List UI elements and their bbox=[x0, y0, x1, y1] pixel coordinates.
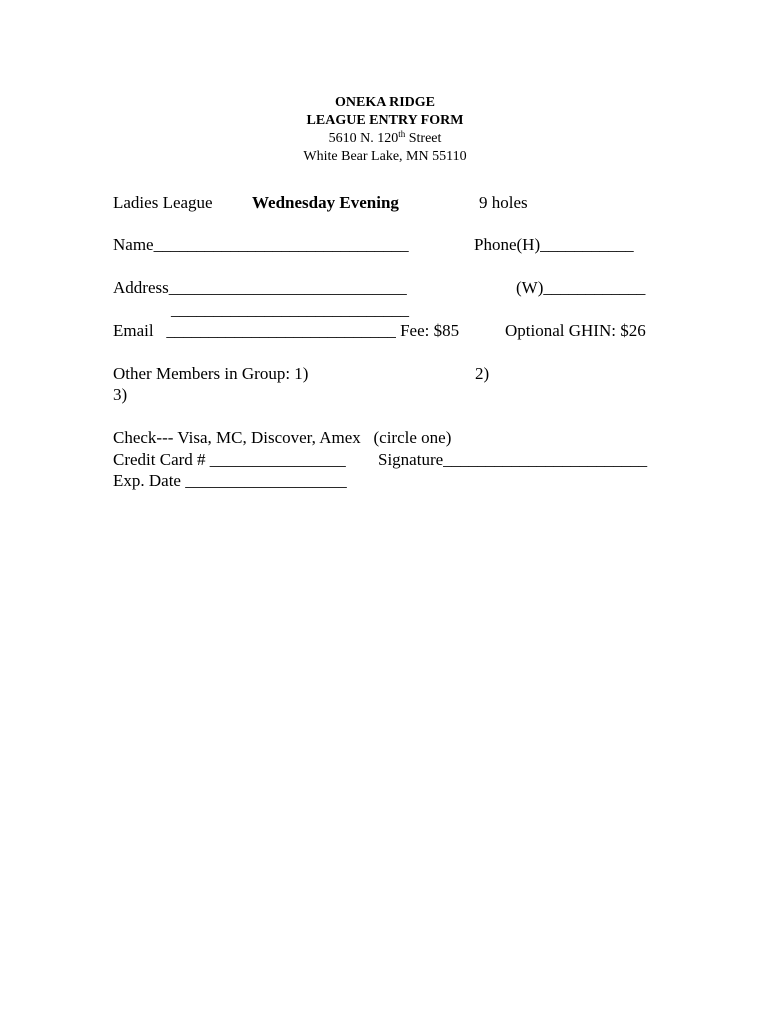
exp-date-field[interactable]: Exp. Date ___________________ bbox=[113, 471, 347, 490]
league-holes: 9 holes bbox=[479, 193, 528, 212]
street-address bbox=[0, 130, 770, 148]
league-name: Ladies League bbox=[113, 193, 213, 212]
club-name: ONEKA RIDGE bbox=[335, 95, 435, 110]
credit-card-field[interactable]: Credit Card # ________________ bbox=[113, 450, 346, 469]
city-line: White Bear Lake, MN 55110 bbox=[303, 149, 467, 164]
form-title: LEAGUE ENTRY FORM bbox=[306, 113, 464, 128]
payment-methods[interactable]: Check--- Visa, MC, Discover, Amex (circle one) bbox=[113, 428, 452, 447]
work-phone-field[interactable]: (W)____________ bbox=[516, 278, 646, 297]
name-field[interactable]: Name______________________________ bbox=[113, 235, 409, 254]
street-address-prefix: 5610 N. 120 bbox=[328, 131, 399, 146]
street-address-ordinal: th bbox=[398, 129, 406, 139]
member-3-field[interactable]: 3) bbox=[113, 385, 128, 404]
member-2-field[interactable]: 2) bbox=[475, 364, 490, 383]
ghin-fee: Optional GHIN: $26 bbox=[505, 321, 646, 340]
other-members-label: Other Members in Group: 1) bbox=[113, 364, 309, 383]
signature-field[interactable]: Signature________________________ bbox=[378, 450, 648, 469]
form-header bbox=[0, 94, 770, 166]
address-field[interactable]: Address____________________________ bbox=[113, 278, 407, 297]
league-day: Wednesday Evening bbox=[252, 193, 399, 212]
email-fee-line[interactable]: Email ___________________________ Fee: $85 bbox=[113, 321, 460, 340]
address-line2-field[interactable]: ____________________________ bbox=[171, 300, 409, 319]
street-address-suffix: Street bbox=[405, 131, 442, 146]
home-phone-field[interactable]: Phone(H)___________ bbox=[474, 235, 634, 254]
